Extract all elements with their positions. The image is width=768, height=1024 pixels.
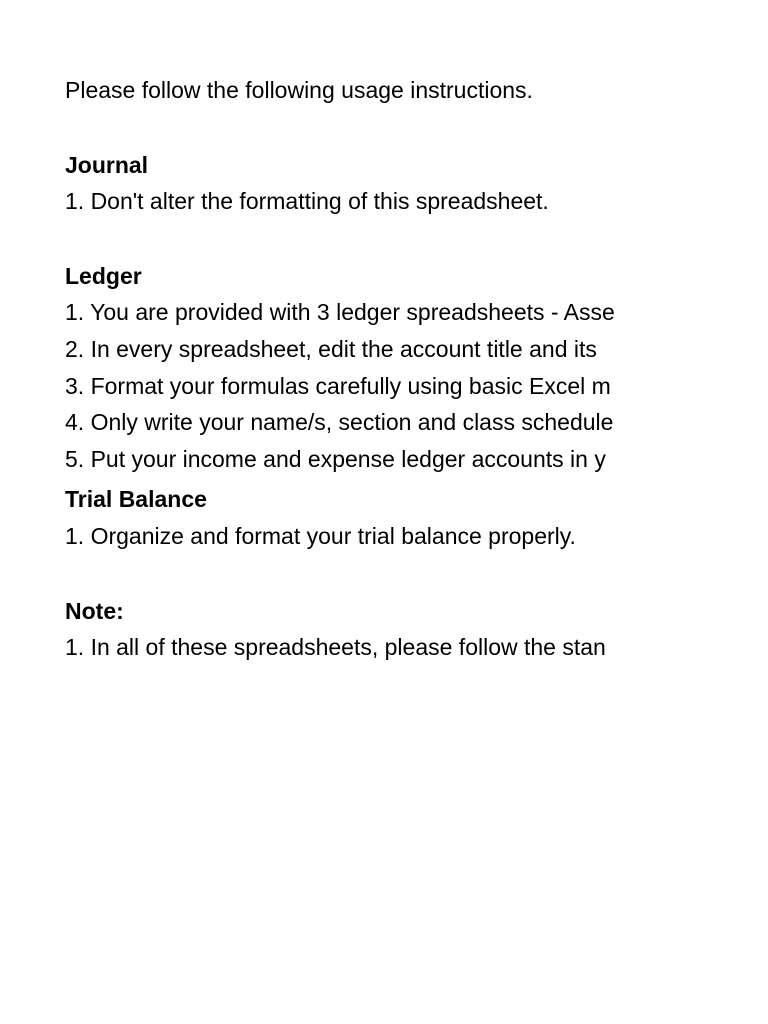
- ledger-item: 5. Put your income and expense ledger accounts in y: [65, 445, 606, 472]
- ledger-item: 3. Format your formulas carefully using basic Excel m: [65, 372, 611, 399]
- ledger-item: 1. You are provided with 3 ledger spreadsheets - Asse: [65, 299, 615, 326]
- ledger-item: 2. In every spreadsheet, edit the account title and its: [65, 335, 597, 362]
- trial-balance-item: 1. Organize and format your trial balance properly.: [65, 522, 576, 549]
- instructions-block: [65, 72, 654, 666]
- ledger-heading: Ledger: [65, 262, 142, 289]
- journal-item: 1. Don't alter the formatting of this spreadsheet.: [65, 188, 549, 215]
- journal-heading: Journal: [65, 151, 149, 178]
- intro-text: Please follow the following usage instructions.: [65, 77, 533, 103]
- note-item: 1. In all of these spreadsheets, please follow the stan: [65, 634, 606, 661]
- note-heading: Note:: [65, 597, 124, 624]
- ledger-item: 4. Only write your name/s, section and class schedule: [65, 409, 614, 436]
- trial-balance-heading: Trial Balance: [65, 486, 207, 513]
